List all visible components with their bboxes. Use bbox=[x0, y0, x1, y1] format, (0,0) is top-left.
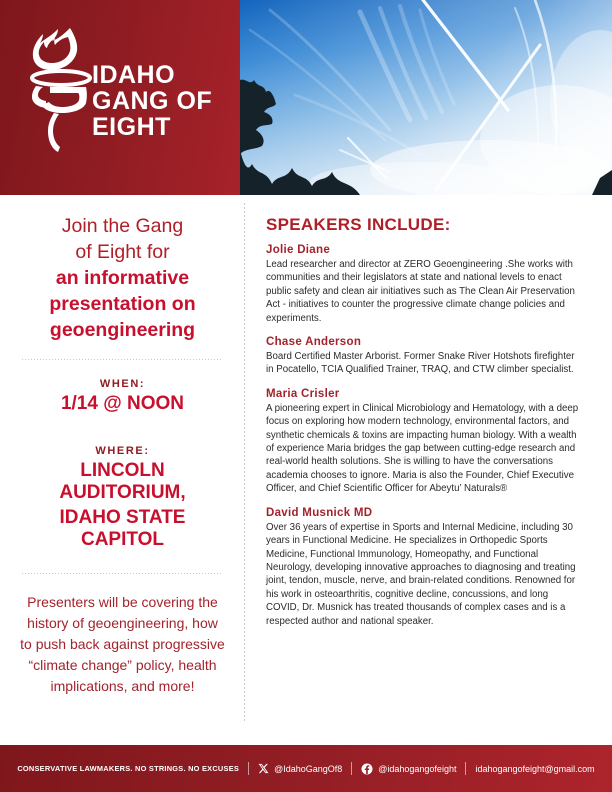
speakers-heading: SPEAKERS INCLUDE: bbox=[266, 215, 451, 234]
chemtrails-sky-photo bbox=[240, 0, 612, 195]
facebook-link[interactable] bbox=[361, 763, 456, 775]
logo-line-2: GANG OF bbox=[92, 87, 213, 115]
closing-paragraph: Presenters will be covering the history of geoengineering, how to push back against progressive “climate change” policy, health implications, and more! bbox=[20, 594, 225, 694]
lead-thin-1: Join the Gang bbox=[61, 215, 184, 237]
footer-slogan: CONSERVATIVE LAWMAKERS. NO STRINGS. NO EXCUSES bbox=[17, 764, 240, 773]
lead-bold-1: an informative bbox=[55, 267, 190, 289]
speaker-name: David Musnick MD bbox=[266, 506, 373, 519]
speaker-name: Jolie Diane bbox=[266, 244, 331, 256]
logo-line-3: EIGHT bbox=[92, 113, 171, 141]
page-content bbox=[0, 195, 612, 745]
speaker-bio: A pioneering expert in Clinical Microbiology and Hematology, with a deep focus on exploring how modern technology, environmental factors, and synthetic chemicals & toxins are impacting human biology. With a wealth of experience Maria bridges the gap between cutting-edge research and real-world health solutions. She is willing to have the conversations academia chooses to ignore. Maria is also the Founder, Chief Executive Officer, and Chief Scientific Officer for Abeytu’ Naturals® bbox=[266, 402, 579, 495]
lead-headline bbox=[22, 213, 223, 343]
right-column bbox=[245, 195, 612, 745]
speaker-name: Maria Crisler bbox=[266, 387, 340, 400]
event-details bbox=[18, 378, 227, 551]
torch-flame-icon bbox=[30, 25, 94, 153]
logo bbox=[30, 25, 220, 155]
where-label: WHERE: bbox=[95, 445, 150, 457]
email-address[interactable]: idahogangofeight@gmail.com bbox=[475, 763, 595, 774]
footer-separator bbox=[465, 762, 466, 775]
speaker-entry bbox=[266, 507, 584, 628]
when-value: 1/14 @ NOON bbox=[60, 393, 185, 414]
hero-image bbox=[240, 0, 612, 195]
facebook-icon bbox=[361, 763, 373, 775]
left-column bbox=[0, 195, 245, 745]
footer-separator bbox=[351, 762, 352, 775]
twitter-link[interactable] bbox=[258, 763, 342, 774]
x-twitter-icon bbox=[258, 763, 269, 774]
footer-separator bbox=[248, 762, 249, 775]
where-value-line-2: IDAHO STATE CAPITOL bbox=[59, 507, 186, 550]
column-divider bbox=[244, 203, 245, 723]
logo-wordmark bbox=[92, 62, 212, 140]
lead-bold-3: geoengineering bbox=[49, 319, 196, 341]
speaker-entry bbox=[266, 336, 584, 377]
twitter-handle: @IdahoGangOf8 bbox=[274, 763, 343, 774]
facebook-handle: @idahogangofeight bbox=[378, 763, 457, 774]
speaker-bio: Board Certified Master Arborist. Former Snake River Hotshots firefighter in Pocatello, TCIA Qualified Trainer, TRAQ, and CTW climber specialist. bbox=[266, 351, 575, 376]
brand-panel bbox=[0, 0, 240, 195]
logo-line-1: IDAHO bbox=[92, 61, 176, 89]
speaker-bio: Lead researcher and director at ZERO Geoengineering .She works with communities and their legislators at state and national levels to enact public safety and clean air initiatives such as The Clean Air Preservation Act - initiatives to counter the progressive climate change policies and experiments. bbox=[266, 259, 575, 324]
divider-bottom bbox=[22, 573, 223, 574]
page-footer bbox=[0, 745, 612, 792]
speaker-bio: Over 36 years of expertise in Sports and Internal Medicine, including 30 years in Functional Medicine. He specializes in Orthopedic Sports Medicine, Functional Immunology, Homeopathy, and Functional Neurology, developing innovative approaches to diagnosing and treating joint, tendon, muscle, nerve, and brain-related conditions. Renowned for his work in osteoarthritis, cognitive decline, concussions, and long COVID, Dr. Musnick has treated thousands of complex cases and is a respected author and national speaker. bbox=[266, 521, 576, 627]
lead-bold-2: presentation on bbox=[49, 293, 196, 315]
divider-top bbox=[22, 359, 223, 360]
speaker-entry bbox=[266, 244, 584, 325]
when-label: WHEN: bbox=[99, 378, 146, 390]
speaker-name: Chase Anderson bbox=[266, 336, 362, 349]
speaker-entry bbox=[266, 388, 584, 496]
lead-thin-2: of Eight for bbox=[75, 241, 170, 263]
page-header bbox=[0, 0, 612, 195]
where-value-line-1: LINCOLN AUDITORIUM, bbox=[59, 460, 186, 503]
